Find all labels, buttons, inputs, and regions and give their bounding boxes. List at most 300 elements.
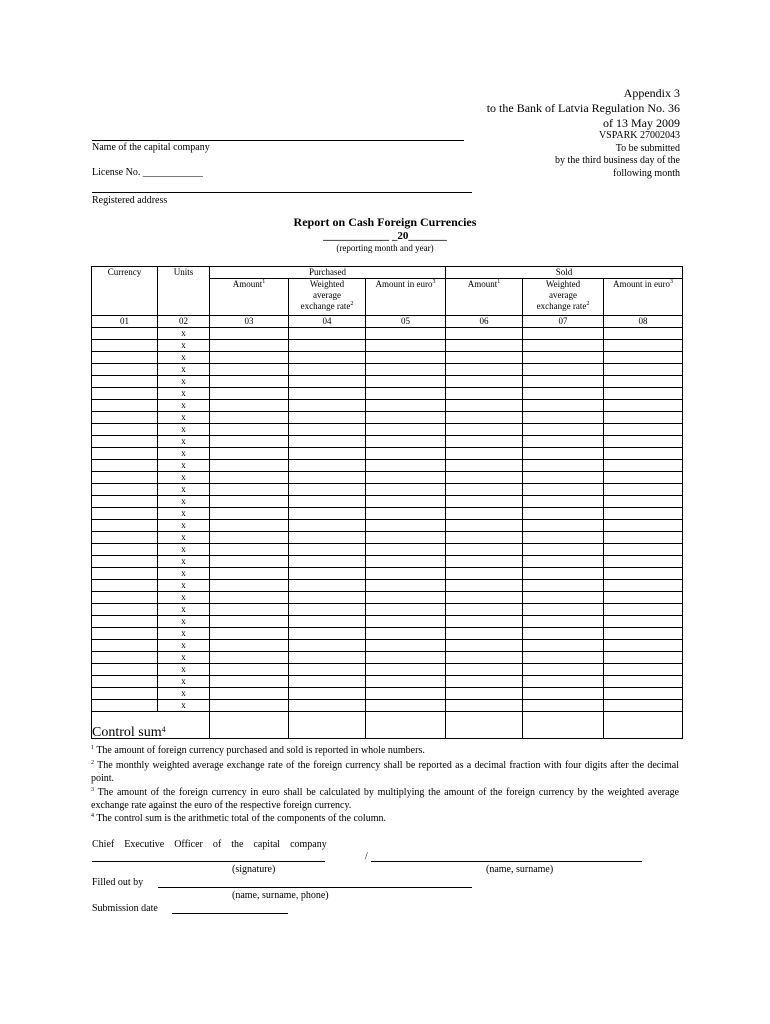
value-cell[interactable] [210,520,289,532]
currency-cell[interactable] [92,604,158,616]
value-cell[interactable] [210,328,289,340]
value-cell[interactable] [366,460,446,472]
filled-out-by-label: Filled out by [92,877,144,888]
value-cell[interactable] [523,508,604,520]
submit-line-1: To be submitted [615,142,680,154]
value-cell[interactable] [523,460,604,472]
value-cell[interactable] [289,616,366,628]
value-cell[interactable] [446,664,523,676]
table-row [92,460,683,472]
value-cell[interactable] [210,556,289,568]
currency-cell[interactable] [92,472,158,484]
value-cell[interactable] [210,580,289,592]
value-cell[interactable] [210,436,289,448]
value-cell[interactable] [523,652,604,664]
currency-cell[interactable] [92,556,158,568]
value-cell[interactable] [604,424,683,436]
value-cell[interactable] [289,556,366,568]
value-cell[interactable] [446,532,523,544]
value-cell[interactable] [523,556,604,568]
value-cell[interactable] [446,616,523,628]
value-cell[interactable] [604,340,683,352]
value-cell[interactable] [210,460,289,472]
value-cell[interactable] [446,364,523,376]
currency-cell[interactable] [92,544,158,556]
value-cell[interactable] [446,676,523,688]
value-cell[interactable] [210,700,289,712]
registered-address-field[interactable] [92,192,472,193]
footnote-3 [91,787,679,812]
value-cell[interactable] [289,352,366,364]
value-cell[interactable] [523,376,604,388]
value-cell[interactable] [604,688,683,700]
value-cell[interactable] [289,664,366,676]
value-cell[interactable] [289,496,366,508]
value-cell[interactable] [289,592,366,604]
purchased-rate-label-2: average [313,290,341,300]
footnote-1 [91,745,679,758]
value-cell[interactable] [289,400,366,412]
value-cell[interactable] [366,484,446,496]
filled-out-by-hint: (name, surname, phone) [232,890,329,901]
value-cell[interactable] [446,520,523,532]
value-cell[interactable] [523,580,604,592]
currency-cell[interactable] [92,436,158,448]
control-sum-cell[interactable] [289,712,366,739]
value-cell[interactable] [523,544,604,556]
ceo-name-field[interactable] [371,861,642,862]
table-row [92,532,683,544]
value-cell[interactable] [446,652,523,664]
value-cell[interactable] [604,520,683,532]
table-row [92,448,683,460]
currency-cell[interactable] [92,616,158,628]
value-cell[interactable] [366,676,446,688]
license-number-field[interactable]: License No. ____________ [92,167,203,178]
value-cell[interactable] [446,352,523,364]
value-cell[interactable] [446,436,523,448]
table-row [92,628,683,640]
reporting-period-field[interactable]: ____________ _20_______ [323,230,447,242]
table-row [92,328,683,340]
units-cell: x [158,700,210,712]
value-cell[interactable] [366,640,446,652]
value-cell[interactable] [366,388,446,400]
value-cell[interactable] [523,436,604,448]
value-cell[interactable] [366,376,446,388]
value-cell[interactable] [289,700,366,712]
value-cell[interactable] [210,640,289,652]
value-cell[interactable] [210,412,289,424]
value-cell[interactable] [446,628,523,640]
currency-cell[interactable] [92,388,158,400]
control-sum-cell[interactable] [446,712,523,739]
header-purchased-rate [289,279,366,316]
currency-cell[interactable] [92,508,158,520]
value-cell[interactable] [289,520,366,532]
value-cell[interactable] [289,412,366,424]
value-cell[interactable] [604,436,683,448]
value-cell[interactable] [366,544,446,556]
value-cell[interactable] [446,400,523,412]
value-cell[interactable] [289,652,366,664]
value-cell[interactable] [366,472,446,484]
currency-cell[interactable] [92,364,158,376]
value-cell[interactable] [604,328,683,340]
value-cell[interactable] [210,592,289,604]
value-cell[interactable] [523,604,604,616]
value-cell[interactable] [523,328,604,340]
currency-cell[interactable] [92,376,158,388]
value-cell[interactable] [523,412,604,424]
value-cell[interactable] [289,364,366,376]
value-cell[interactable] [604,484,683,496]
value-cell[interactable] [604,496,683,508]
value-cell[interactable] [210,664,289,676]
units-cell: x [158,328,210,340]
value-cell[interactable] [446,460,523,472]
units-cell: x [158,400,210,412]
value-cell[interactable] [604,532,683,544]
signature-hint: (signature) [232,864,276,875]
value-cell[interactable] [523,640,604,652]
value-cell[interactable] [289,580,366,592]
value-cell[interactable] [210,628,289,640]
table-row [92,580,683,592]
units-cell: x [158,640,210,652]
currency-cell[interactable] [92,340,158,352]
footnote-number: 4 [91,813,94,819]
purchased-rate-label-3: exchange rate [300,301,351,311]
currency-cell[interactable] [92,628,158,640]
value-cell[interactable] [366,424,446,436]
value-cell[interactable] [446,484,523,496]
value-cell[interactable] [446,328,523,340]
value-cell[interactable] [289,688,366,700]
value-cell[interactable] [289,436,366,448]
value-cell[interactable] [523,484,604,496]
footnote-ref-3: 3 [670,279,674,285]
value-cell[interactable] [446,340,523,352]
value-cell[interactable] [366,436,446,448]
value-cell[interactable] [366,364,446,376]
company-name-label: Name of the capital company [92,142,210,153]
value-cell[interactable] [604,700,683,712]
sold-rate-label-2: average [549,290,578,300]
value-cell[interactable] [289,604,366,616]
currency-cell[interactable] [92,520,158,532]
value-cell[interactable] [523,424,604,436]
value-cell[interactable] [210,496,289,508]
value-cell[interactable] [523,520,604,532]
table-row [92,544,683,556]
currency-cell[interactable] [92,652,158,664]
value-cell[interactable] [366,700,446,712]
value-cell[interactable] [289,388,366,400]
value-cell[interactable] [523,568,604,580]
value-cell[interactable] [289,640,366,652]
value-cell[interactable] [366,400,446,412]
value-cell[interactable] [210,376,289,388]
value-cell[interactable] [523,388,604,400]
value-cell[interactable] [446,568,523,580]
value-cell[interactable] [604,628,683,640]
value-cell[interactable] [604,376,683,388]
value-cell[interactable] [210,400,289,412]
units-cell: x [158,412,210,424]
value-cell[interactable] [210,388,289,400]
value-cell[interactable] [210,676,289,688]
value-cell[interactable] [523,448,604,460]
value-cell[interactable] [289,460,366,472]
header-sold: Sold [446,267,683,279]
value-cell[interactable] [446,388,523,400]
value-cell[interactable] [446,556,523,568]
value-cell[interactable] [210,508,289,520]
signature-field[interactable] [92,861,325,862]
value-cell[interactable] [604,508,683,520]
value-cell[interactable] [366,688,446,700]
value-cell[interactable] [523,592,604,604]
units-cell: x [158,580,210,592]
value-cell[interactable] [366,664,446,676]
units-cell: x [158,448,210,460]
value-cell[interactable] [289,328,366,340]
value-cell[interactable] [210,532,289,544]
value-cell[interactable] [523,628,604,640]
header-currency: Currency [92,267,158,316]
table-row [92,340,683,352]
value-cell[interactable] [604,364,683,376]
header-purchased-amount [210,279,289,316]
value-cell[interactable] [604,592,683,604]
value-cell[interactable] [366,352,446,364]
value-cell[interactable] [210,364,289,376]
value-cell[interactable] [289,568,366,580]
value-cell[interactable] [523,340,604,352]
value-cell[interactable] [604,352,683,364]
value-cell[interactable] [604,556,683,568]
value-cell[interactable] [210,472,289,484]
currency-cell[interactable] [92,424,158,436]
value-cell[interactable] [523,676,604,688]
currency-cell[interactable] [92,568,158,580]
footnote-ref-4: 4 [161,725,166,734]
column-number: 05 [366,316,446,328]
currency-cell[interactable] [92,640,158,652]
value-cell[interactable] [604,388,683,400]
value-cell[interactable] [446,448,523,460]
value-cell[interactable] [289,340,366,352]
units-cell: x [158,532,210,544]
footnote-number: 3 [91,787,94,793]
value-cell[interactable] [523,688,604,700]
value-cell[interactable] [366,508,446,520]
header-purchased-euro [366,279,446,316]
currency-cell[interactable] [92,352,158,364]
value-cell[interactable] [289,484,366,496]
company-name-field[interactable] [92,140,464,141]
value-cell[interactable] [366,532,446,544]
currency-cell[interactable] [92,532,158,544]
value-cell[interactable] [366,448,446,460]
control-sum-cell[interactable] [210,712,289,739]
value-cell[interactable] [366,328,446,340]
value-cell[interactable] [604,640,683,652]
currency-cell[interactable] [92,484,158,496]
value-cell[interactable] [289,508,366,520]
value-cell[interactable] [446,472,523,484]
control-sum-cell[interactable] [366,712,446,739]
value-cell[interactable] [210,484,289,496]
filled-out-by-field[interactable] [158,887,472,888]
currency-cell[interactable] [92,328,158,340]
sold-amount-label: Amount [467,279,498,289]
value-cell[interactable] [210,448,289,460]
currency-cell[interactable] [92,700,158,712]
value-cell[interactable] [366,628,446,640]
header-sold-euro [604,279,683,316]
value-cell[interactable] [366,412,446,424]
units-cell: x [158,472,210,484]
value-cell[interactable] [366,616,446,628]
value-cell[interactable] [289,544,366,556]
value-cell[interactable] [604,472,683,484]
value-cell[interactable] [446,412,523,424]
value-cell[interactable] [446,508,523,520]
value-cell[interactable] [210,424,289,436]
value-cell[interactable] [523,664,604,676]
value-cell[interactable] [604,412,683,424]
value-cell[interactable] [289,448,366,460]
value-cell[interactable] [523,352,604,364]
currency-cell[interactable] [92,412,158,424]
currency-cell[interactable] [92,400,158,412]
value-cell[interactable] [446,496,523,508]
value-cell[interactable] [289,376,366,388]
value-cell[interactable] [523,364,604,376]
value-cell[interactable] [604,544,683,556]
value-cell[interactable] [604,604,683,616]
value-cell[interactable] [604,400,683,412]
form-code: VSPARK 27002043 [598,130,680,141]
value-cell[interactable] [289,424,366,436]
table-row [92,472,683,484]
value-cell[interactable] [366,652,446,664]
currency-cell[interactable] [92,496,158,508]
value-cell[interactable] [289,472,366,484]
value-cell[interactable] [446,688,523,700]
value-cell[interactable] [604,676,683,688]
value-cell[interactable] [523,532,604,544]
control-sum-text: Control sum [92,725,162,739]
value-cell[interactable] [446,604,523,616]
column-number: 01 [92,316,158,328]
value-cell[interactable] [366,568,446,580]
purchased-euro-label: Amount in euro [375,279,433,289]
value-cell[interactable] [523,400,604,412]
value-cell[interactable] [446,544,523,556]
value-cell[interactable] [604,448,683,460]
units-cell: x [158,340,210,352]
value-cell[interactable] [446,424,523,436]
value-cell[interactable] [210,688,289,700]
value-cell[interactable] [446,700,523,712]
value-cell[interactable] [210,568,289,580]
value-cell[interactable] [523,496,604,508]
column-number: 02 [158,316,210,328]
reporting-period-hint: (reporting month and year) [336,243,434,253]
signature-slash: / [365,851,368,862]
value-cell[interactable] [523,700,604,712]
value-cell[interactable] [366,556,446,568]
table-row [92,520,683,532]
value-cell[interactable] [604,460,683,472]
units-cell: x [158,436,210,448]
value-cell[interactable] [366,340,446,352]
value-cell[interactable] [366,592,446,604]
sold-euro-label: Amount in euro [613,279,671,289]
footnote-number: 2 [91,760,94,766]
value-cell[interactable] [366,580,446,592]
appendix-number: Appendix 3 [623,86,680,100]
value-cell[interactable] [446,376,523,388]
value-cell[interactable] [210,616,289,628]
currency-cell[interactable] [92,592,158,604]
value-cell[interactable] [604,568,683,580]
control-sum-cell[interactable] [604,712,683,739]
control-sum-cell[interactable] [523,712,604,739]
table-row [92,496,683,508]
value-cell[interactable] [210,352,289,364]
currency-cell[interactable] [92,688,158,700]
value-cell[interactable] [523,472,604,484]
currency-cell[interactable] [92,664,158,676]
currency-cell[interactable] [92,460,158,472]
currency-cell[interactable] [92,580,158,592]
value-cell[interactable] [366,604,446,616]
value-cell[interactable] [446,592,523,604]
value-cell[interactable] [289,532,366,544]
report-table [91,266,683,739]
value-cell[interactable] [210,652,289,664]
units-cell: x [158,604,210,616]
units-cell: x [158,484,210,496]
value-cell[interactable] [446,580,523,592]
value-cell[interactable] [446,640,523,652]
currency-cell[interactable] [92,676,158,688]
value-cell[interactable] [604,652,683,664]
table-row [92,592,683,604]
value-cell[interactable] [289,628,366,640]
value-cell[interactable] [366,520,446,532]
value-cell[interactable] [604,664,683,676]
submission-date-field[interactable] [172,913,288,914]
value-cell[interactable] [289,676,366,688]
units-cell: x [158,676,210,688]
value-cell[interactable] [523,616,604,628]
value-cell[interactable] [210,544,289,556]
value-cell[interactable] [604,616,683,628]
value-cell[interactable] [210,340,289,352]
value-cell[interactable] [604,580,683,592]
currency-cell[interactable] [92,448,158,460]
table-row [92,400,683,412]
value-cell[interactable] [366,496,446,508]
value-cell[interactable] [210,604,289,616]
registered-address-label: Registered address [92,195,168,206]
footnote-text: The control sum is the arithmetic total of the components of the column. [96,813,386,824]
